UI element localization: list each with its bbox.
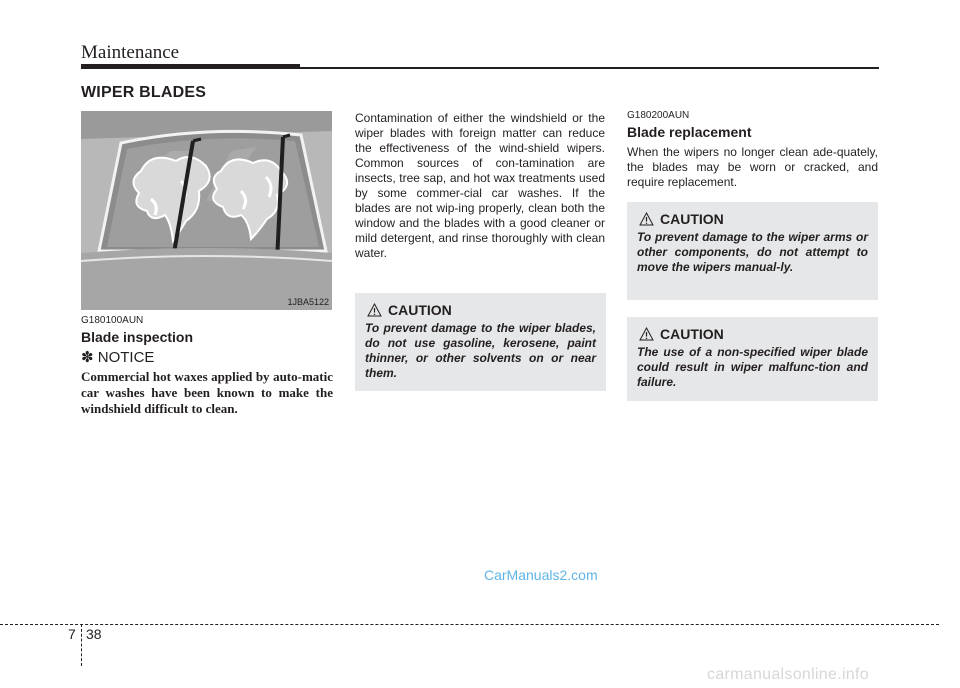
warning-triangle-icon bbox=[639, 327, 654, 341]
inspection-code: G180100AUN bbox=[81, 315, 144, 326]
footer-divider bbox=[0, 624, 939, 625]
site-watermark: carmanualsonline.info bbox=[707, 666, 869, 683]
replacement-paragraph: When the wipers no longer clean ade-quately, the blades may be worn or cracked, and require replacement. bbox=[627, 145, 878, 189]
page-chapter-number: 7 bbox=[68, 626, 76, 642]
contamination-paragraph: Contamination of either the windshield or the wiper blades with foreign matter can reduce the effectiveness of the wind-shield wipers. Common sources of con-tamination are insects, tree sap, and hot wax treatments used by some commer-cial car washes. If the blades are not wip-ing properly, clean both the window and the blades with a good cleaner or mild detergent, and rinse thoroughly with clean water. bbox=[355, 111, 605, 260]
warning-triangle-icon bbox=[367, 303, 382, 317]
replacement-code: G180200AUN bbox=[627, 110, 690, 121]
page-number: 38 bbox=[86, 626, 102, 642]
figure-code: 1JBA5122 bbox=[287, 297, 329, 307]
watermark-link[interactable]: CarManuals2.com bbox=[484, 567, 598, 583]
footer-vertical-divider bbox=[81, 624, 82, 666]
caution-text: To prevent damage to the wiper arms or other components, do not attempt to move the wipers manual-ly. bbox=[637, 230, 868, 274]
header-rule-thin bbox=[300, 67, 879, 69]
windshield-illustration bbox=[81, 111, 332, 310]
header-rule-thick bbox=[81, 64, 300, 69]
windshield-figure bbox=[81, 111, 332, 310]
notice-label: ✽ NOTICE bbox=[81, 349, 155, 366]
notice-text: Commercial hot waxes applied by auto-matic car washes have been known to make the windshield difficult to clean. bbox=[81, 369, 333, 416]
warning-triangle-icon bbox=[639, 212, 654, 226]
caution-box-1 bbox=[355, 293, 606, 391]
caution-text: The use of a non-specified wiper blade could result in wiper malfunc-tion and failure. bbox=[637, 345, 868, 389]
caution-box-2 bbox=[627, 202, 878, 300]
caution-title: CAUTION bbox=[660, 326, 724, 342]
caution-title: CAUTION bbox=[388, 302, 452, 318]
replacement-title: Blade replacement bbox=[627, 124, 752, 140]
caution-text: To prevent damage to the wiper blades, do not use gasoline, kerosene, paint thinner, or other solvents on or near them. bbox=[365, 321, 596, 380]
caution-title: CAUTION bbox=[660, 211, 724, 227]
page-header-title: Maintenance bbox=[81, 42, 180, 63]
section-title: WIPER BLADES bbox=[81, 84, 207, 101]
inspection-title: Blade inspection bbox=[81, 329, 194, 345]
caution-box-3 bbox=[627, 317, 878, 401]
